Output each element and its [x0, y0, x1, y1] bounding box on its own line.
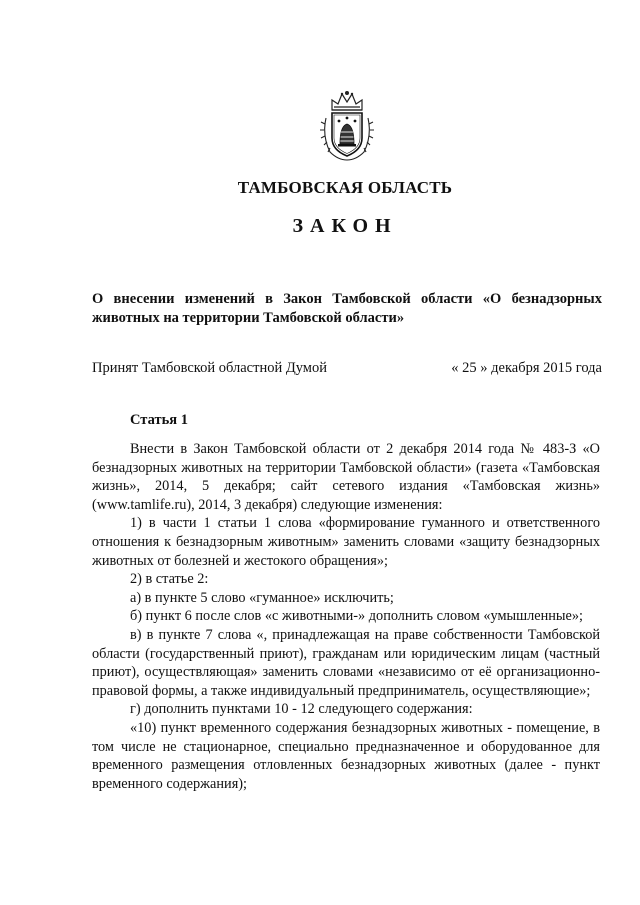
paragraph: б) пункт 6 после слов «с животными-» дополнить словом «умышленные»; [130, 608, 583, 625]
region-title: ТАМБОВСКАЯ ОБЛАСТЬ [237, 178, 453, 197]
paragraph: «10) пункт временного содержания безнадзорных животных - помещение, в том числе не стационарное, специально предназначенное и оборудованное для временного размещения отловленных безнадзорных животных (далее - пункт временного содержания); [92, 719, 600, 792]
paragraph: а) в пункте 5 слово «гуманное» исключить; [130, 589, 394, 606]
adoption-line [92, 360, 602, 377]
paragraph: 1) в части 1 статьи 1 слова «формирование гуманного и ответственного отношения к безнадзорным животным» заменить словами «защиту безнадзорных животных от болезней и жестокого обращения»; [92, 515, 600, 569]
paragraph: в) в пункте 7 слова «, принадлежащая на праве собственности Тамбовской области (государственный приют), гражданам или юридическим лицам (частный приют), осуществляющая» заменить словами «независимо от её организационно-правовой формы, а также индивидуальный предприниматель, осуществляющие»; [92, 626, 600, 699]
law-subject-heading: О внесении изменений в Закон Тамбовской области «О безнадзорных животных на территории Тамбовской области» [92, 291, 602, 326]
adopted-by-text: Принят Тамбовской областной Думой [92, 360, 327, 376]
article-body [92, 440, 600, 793]
document-type-title: ЗАКОН [292, 215, 398, 237]
paragraph: Внести в Закон Тамбовской области от 2 декабря 2014 года № 483-З «О безнадзорных животных на территории Тамбовской области» (газета «Тамбовская жизнь», 2014, 5 декабря; сайт сетевого издания «Тамбовская жизнь» (www.tamlife.ru), 2014, 3 декабря) следующие изменения: [92, 441, 600, 513]
paragraph: г) дополнить пунктами 10 - 12 следующего содержания: [130, 701, 473, 718]
coat-of-arms-emblem [318, 88, 376, 162]
adoption-date: « 25 » декабря 2015 года [451, 360, 602, 376]
article-title: Статья 1 [130, 412, 188, 428]
paragraph: 2) в статье 2: [130, 571, 209, 588]
